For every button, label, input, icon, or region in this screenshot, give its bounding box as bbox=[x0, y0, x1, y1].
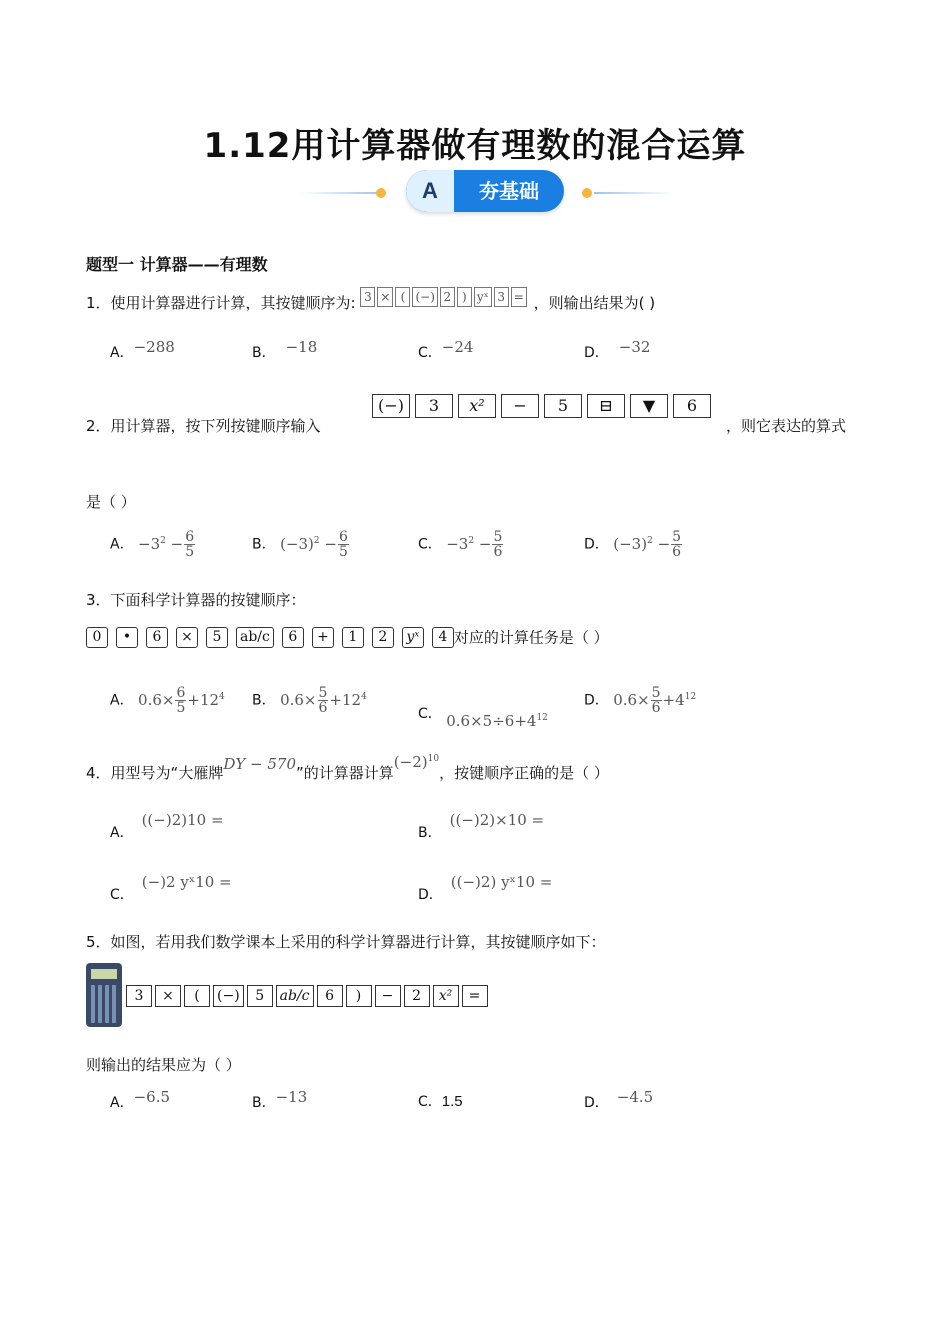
q2-key: (−) bbox=[372, 394, 410, 418]
option-value: −288 bbox=[133, 338, 175, 356]
option-label: A． bbox=[110, 825, 134, 841]
option-expression: $-3^2$ − $\frac{5}{6}$ bbox=[446, 529, 503, 560]
q5-key: × bbox=[155, 985, 181, 1007]
q3-key: • bbox=[116, 627, 138, 648]
q5-key: = bbox=[462, 985, 488, 1007]
option-label: B． bbox=[418, 825, 442, 841]
option-label: C． bbox=[418, 345, 442, 361]
q3-option-a[interactable] bbox=[110, 686, 225, 715]
option-value: −24 bbox=[441, 338, 474, 356]
option-label: B． bbox=[252, 536, 276, 553]
q3-key: 1 bbox=[342, 627, 364, 648]
q4-option-b[interactable] bbox=[418, 811, 545, 843]
q4-model: DY − 570 bbox=[223, 755, 296, 773]
q5-key: 5 bbox=[247, 985, 273, 1007]
q2-key: 3 bbox=[415, 394, 453, 418]
q4-option-a[interactable] bbox=[110, 811, 224, 843]
section-heading: 题型一 计算器——有理数 bbox=[86, 255, 268, 274]
q5-key: ) bbox=[346, 985, 372, 1007]
q1-stem-end: ，则输出结果为( ) bbox=[533, 294, 656, 312]
option-value: −4.5 bbox=[616, 1088, 654, 1106]
q5-key-sequence bbox=[126, 985, 491, 1007]
q2-option-c[interactable] bbox=[418, 530, 504, 559]
option-label: B． bbox=[252, 345, 276, 361]
option-label: A． bbox=[110, 692, 134, 709]
q4-expression bbox=[394, 753, 439, 771]
option-label: D． bbox=[584, 1095, 609, 1111]
q5-key: 2 bbox=[404, 985, 430, 1007]
q5-option-d[interactable] bbox=[584, 1088, 654, 1113]
option-expression: $(-3)^2$ − $\frac{5}{6}$ bbox=[613, 529, 682, 560]
q4-stem-mid: ”的计算器计算 bbox=[296, 764, 394, 782]
q4-expr-exponent: 10 bbox=[427, 754, 440, 764]
q1-text bbox=[86, 289, 656, 314]
option-label: C． bbox=[418, 536, 442, 553]
option-expression: 0.6× $\frac{5}{6}$ $+12^4$ bbox=[280, 685, 367, 716]
q3-key: 0 bbox=[86, 627, 108, 648]
q5-key: 6 bbox=[317, 985, 343, 1007]
option-expression: 0.6× $\frac{6}{5}$ $+12^4$ bbox=[138, 685, 225, 716]
option-label: A． bbox=[110, 536, 134, 553]
q1-key: = bbox=[511, 287, 527, 307]
banner-line-left bbox=[300, 192, 380, 194]
q1-key: yˣ bbox=[474, 287, 492, 307]
q1-key: 3 bbox=[360, 287, 375, 307]
q3-stem-end: 对应的计算任务是（ ） bbox=[453, 628, 609, 647]
q3-key: + bbox=[312, 627, 334, 648]
q2-stem-cont: 是（ ） bbox=[86, 493, 136, 511]
q2-option-b[interactable] bbox=[252, 530, 350, 559]
option-label: A． bbox=[110, 345, 134, 361]
q5-key: 3 bbox=[126, 985, 152, 1007]
q2-key: ⊟ bbox=[587, 394, 625, 418]
q1-option-c[interactable] bbox=[418, 338, 474, 363]
q5-key: − bbox=[375, 985, 401, 1007]
option-label: D． bbox=[418, 887, 443, 903]
option-label: D． bbox=[584, 345, 609, 361]
q2-key: 5 bbox=[544, 394, 582, 418]
q2-stem: 2．用计算器，按下列按键顺序输入 bbox=[86, 417, 321, 435]
q3-key: 6 bbox=[282, 627, 304, 648]
q4-stem: 4．用型号为“大雁牌 bbox=[86, 764, 224, 782]
q2-key-sequence bbox=[372, 394, 716, 418]
q3-key: 2 bbox=[372, 627, 394, 648]
q1-option-d[interactable] bbox=[584, 338, 651, 363]
option-label: D． bbox=[584, 536, 609, 553]
option-expression: 0.6× $\frac{5}{6}$ $+4^{12}$ bbox=[613, 685, 697, 716]
option-label: B． bbox=[252, 692, 276, 709]
q5-key: ab/c bbox=[276, 985, 314, 1007]
q1-key: 2 bbox=[440, 287, 455, 307]
option-expression: $0.6\times 5\div 6+4^{12}$ bbox=[446, 712, 548, 730]
q4-stem-end: ，按键顺序正确的是（ ） bbox=[439, 764, 609, 782]
badge-text: 夯基础 bbox=[479, 179, 539, 203]
q3-key: yˣ bbox=[402, 627, 424, 648]
q5-stem: 5．如图，若用我们数学课本上采用的科学计算器进行计算，其按键顺序如下： bbox=[86, 933, 606, 951]
q2-key: 6 bbox=[673, 394, 711, 418]
option-label: C． bbox=[418, 706, 442, 722]
q2-key: ▼ bbox=[630, 394, 668, 418]
option-value: −13 bbox=[275, 1088, 308, 1106]
page-title: 1.12用计算器做有理数的混合运算 bbox=[203, 126, 747, 166]
q3-option-d[interactable] bbox=[584, 686, 696, 715]
banner-line-right bbox=[594, 192, 674, 194]
q1-stem: 1．使用计算器进行计算，其按键顺序为: bbox=[86, 294, 356, 312]
q5-stem-cont: 则输出的结果应为（ ） bbox=[86, 1056, 241, 1074]
option-label: D． bbox=[584, 692, 609, 709]
q4-option-d[interactable] bbox=[418, 873, 553, 905]
option-value: (−)2 yˣ10 = bbox=[141, 873, 232, 891]
option-value: ((−)2)×10 = bbox=[449, 811, 545, 829]
q1-key: × bbox=[377, 287, 393, 307]
q2-stem-end: ，则它表达的算式 bbox=[726, 417, 847, 435]
q2-key: − bbox=[501, 394, 539, 418]
q1-key: (−) bbox=[412, 287, 437, 307]
q4-option-c[interactable] bbox=[110, 873, 232, 905]
q2-key: x² bbox=[458, 394, 496, 418]
q2-option-a[interactable] bbox=[110, 530, 196, 559]
option-label: A． bbox=[110, 1095, 134, 1111]
option-label: B． bbox=[252, 1095, 276, 1111]
q5-key: ( bbox=[184, 985, 210, 1007]
q1-key-sequence bbox=[360, 287, 533, 305]
q2-option-d[interactable] bbox=[584, 530, 683, 559]
q3-key: × bbox=[176, 627, 198, 648]
option-label: C． bbox=[418, 1094, 442, 1110]
q3-key: ab/c bbox=[236, 627, 274, 648]
option-value: −32 bbox=[618, 338, 651, 356]
q5-option-b[interactable] bbox=[252, 1088, 308, 1113]
q3-option-b[interactable] bbox=[252, 686, 367, 715]
option-value: ((−)2)10 = bbox=[141, 811, 224, 829]
q3-key-sequence bbox=[86, 627, 609, 648]
level-badge bbox=[406, 170, 564, 212]
option-value: 1.5 bbox=[441, 1093, 463, 1110]
q1-key: 3 bbox=[494, 287, 509, 307]
banner-dot-right bbox=[582, 188, 592, 198]
badge-letter: A bbox=[406, 170, 454, 212]
q3-stem: 3．下面科学计算器的按键顺序： bbox=[86, 591, 306, 609]
option-expression: $(-3)^2$ − $\frac{6}{5}$ bbox=[280, 529, 348, 560]
q3-key: 4 bbox=[432, 627, 454, 648]
q5-key: (−) bbox=[213, 985, 244, 1007]
q4-expr-base: (−2) bbox=[393, 753, 428, 771]
q3-key: 5 bbox=[206, 627, 228, 648]
q3-option-c[interactable] bbox=[418, 700, 548, 730]
banner-dot-left bbox=[376, 188, 386, 198]
q1-key: ) bbox=[457, 287, 472, 307]
option-value: ((−)2) yˣ10 = bbox=[450, 873, 553, 891]
q1-key: ( bbox=[395, 287, 410, 307]
q1-option-a[interactable] bbox=[110, 338, 175, 363]
option-value: −18 bbox=[285, 338, 318, 356]
q5-key: x² bbox=[433, 985, 459, 1007]
option-value: −6.5 bbox=[133, 1088, 171, 1106]
q5-option-a[interactable] bbox=[110, 1088, 171, 1113]
option-expression: $-3^2$ − $\frac{6}{5}$ bbox=[138, 529, 195, 560]
option-label: C． bbox=[110, 887, 134, 903]
q4-text bbox=[86, 753, 609, 783]
q3-key: 6 bbox=[146, 627, 168, 648]
calculator-image bbox=[86, 963, 122, 1027]
q5-option-c[interactable] bbox=[418, 1092, 463, 1112]
q1-option-b[interactable] bbox=[252, 338, 318, 363]
